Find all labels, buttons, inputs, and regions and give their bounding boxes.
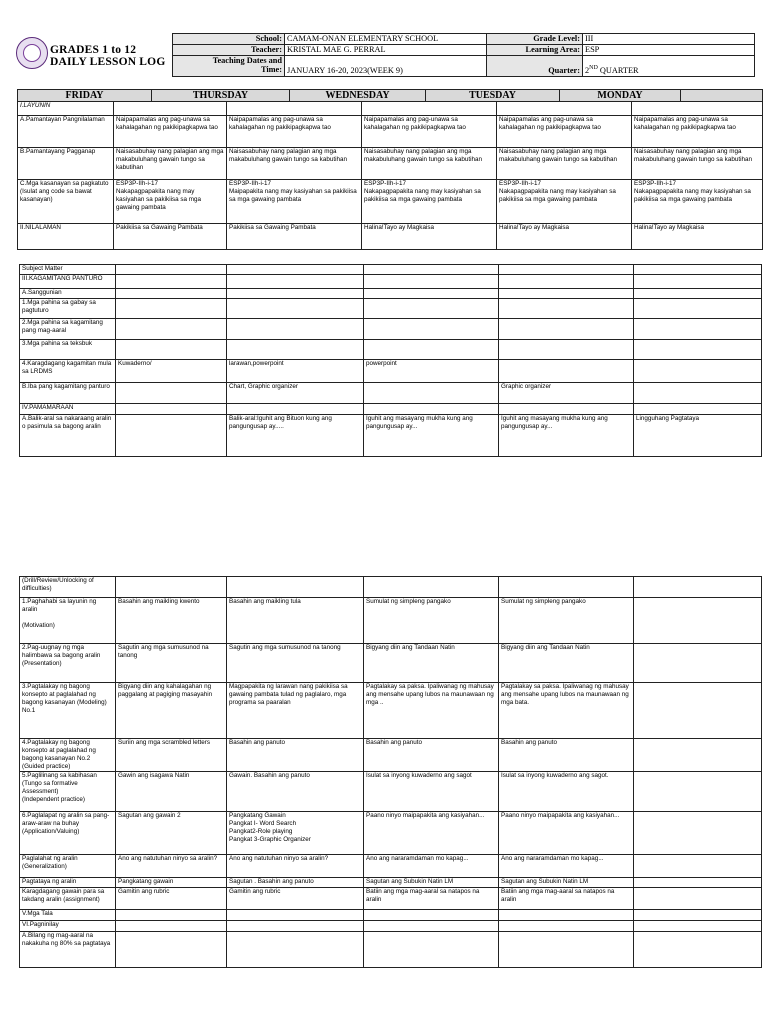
table-cell: [499, 299, 634, 319]
table-row: [20, 772, 762, 812]
table-cell: [116, 319, 227, 340]
table-cell: [634, 855, 762, 878]
table-cell: Halina!Tayo ay Magkaisa: [362, 224, 497, 250]
table-row: [20, 340, 762, 360]
table-cell: Paano ninyo maipapakita ang kasiyahan...: [499, 812, 634, 855]
table-cell: [227, 932, 364, 968]
table-cell: Iguhit ang masayang mukha kung ang pangungusap ay...: [364, 415, 499, 457]
deped-seal-logo: [16, 37, 48, 69]
table-cell: Halina!Tayo ay Magkaisa: [497, 224, 632, 250]
table-cell: [364, 577, 499, 598]
table-cell: Gawin ang isagawa Natin: [116, 772, 227, 812]
table-row: [20, 683, 762, 739]
table-cell: Sumulat ng simpleng pangako: [364, 598, 499, 644]
table-cell: [364, 319, 499, 340]
table-cell: Sagutin ang mga sumusunod na tanong: [116, 644, 227, 683]
quarter-word: QUARTER: [597, 66, 639, 75]
table-cell: Lingguhang Pagtataya: [634, 415, 762, 457]
row-label: Karagdagang gawain para sa takdang aralin (assignment): [20, 888, 116, 910]
table-cell: [634, 404, 762, 415]
table-cell: Isulat sa inyong kuwaderno ang sagot: [364, 772, 499, 812]
table-cell: [499, 340, 634, 360]
learning-area-value: ESP: [583, 45, 755, 56]
table-cell: [227, 404, 364, 415]
table-cell: Pakikiisa sa Gawaing Pambata: [114, 224, 227, 250]
table-cell: Pakikiisa sa Gawaing Pambata: [227, 224, 362, 250]
table-cell: Balik-aral:Iguhit ang Bituon kung ang pangungusap ay.....: [227, 415, 364, 457]
table-cell: [116, 921, 227, 932]
table-cell: [364, 299, 499, 319]
table-cell: [499, 319, 634, 340]
table-cell: [634, 888, 762, 910]
row-label: Subject Matter: [20, 265, 116, 275]
grade-level-label: Grade Level:: [487, 34, 583, 45]
row-label: B.Pamantayang Pagganap: [18, 148, 114, 180]
table-cell: Naipapamalas ang pag-unawa sa kahalagahan ng pakikipagkapwa tao: [632, 116, 763, 148]
table-row: [20, 598, 762, 644]
table-cell: Bigyang diin ang Tandaan Natin: [364, 644, 499, 683]
table-cell: [499, 577, 634, 598]
table-cell: ESP3P-IIh-i-17 Nakapagpapakita nang may kasiyahan sa pakikiisa sa mga gawaing pambata: [362, 180, 497, 224]
table-row: [20, 404, 762, 415]
day-header-wednesday: WEDNESDAY: [290, 90, 426, 102]
table-cell: [634, 383, 762, 404]
table-cell: [634, 289, 762, 299]
row-label: I.LAYUNIN: [18, 102, 114, 116]
row-label: 1.Mga pahina sa gabay sa pagtuturo: [20, 299, 116, 319]
table-cell: [116, 577, 227, 598]
table-row: [18, 148, 763, 180]
table-cell: [634, 340, 762, 360]
table-cell: [634, 360, 762, 383]
table-cell: [634, 644, 762, 683]
table-cell: [116, 289, 227, 299]
table-row: [18, 224, 763, 250]
row-label: 1.Paghahabi sa layunin ng aralin (Motivation): [20, 598, 116, 644]
table-row: [20, 289, 762, 299]
table-cell: [364, 404, 499, 415]
table-cell: Iguhit ang masayang mukha kung ang pangungusap ay...: [499, 415, 634, 457]
table-cell: Basahin ang maikling kwento: [116, 598, 227, 644]
table-cell: Ano ang natutuhan ninyo sa aralin?: [227, 855, 364, 878]
table-cell: [634, 812, 762, 855]
table-cell: Naisasabuhay nang palagian ang mga makabuluhang gawain tungo sa kabutihan: [632, 148, 763, 180]
quarter-label: Quarter:: [487, 56, 583, 77]
table-cell: [634, 319, 762, 340]
table-cell: [364, 275, 499, 289]
table-cell: Ano ang nararamdaman mo kapag...: [499, 855, 634, 878]
table-cell: Naipapamalas ang pag-unawa sa kahalagahan ng pakikipagkapwa tao: [227, 116, 362, 148]
table-cell: Sagutan ang Subukin Natin LM: [364, 878, 499, 888]
table-row: [18, 116, 763, 148]
table-cell: Naipapamalas ang pag-unawa sa kahalagahan ng pakikipagkapwa tao: [497, 116, 632, 148]
table-row: [20, 878, 762, 888]
table-cell: [227, 102, 362, 116]
quarter-number: 2: [585, 66, 590, 75]
table-cell: Graphic organizer: [499, 383, 634, 404]
table-cell: Isulat sa inyong kuwaderno ang sagot.: [499, 772, 634, 812]
row-label: 6.Paglalapat ng aralin sa pang-araw-araw na buhay (Application/Valuing): [20, 812, 116, 855]
table-cell: Pagtalakay sa paksa. Ipaliwanag ng mahusay ang mensahe upang lubos na maunawaan ng mga bata.: [499, 683, 634, 739]
table-cell: ESP3P-IIh-i-17 Nakapagpapakita nang may kasiyahan sa pakikiisa sa mga gawaing pambata: [497, 180, 632, 224]
table-row: [18, 180, 763, 224]
table-cell: Basahin ang panuto: [227, 739, 364, 772]
table-cell: Gawain. Basahin ang panuto: [227, 772, 364, 812]
table-cell: [116, 265, 227, 275]
teaching-dates-label-line2: Time:: [260, 65, 282, 74]
day-header-thursday: THURSDAY: [152, 90, 290, 102]
table-cell: [634, 932, 762, 968]
table-cell: Ano ang nararamdaman mo kapag...: [364, 855, 499, 878]
table-cell: [364, 340, 499, 360]
table-cell: [227, 921, 364, 932]
learning-area-label: Learning Area:: [487, 45, 583, 56]
teaching-dates-value: JANUARY 16-20, 2023(WEEK 9): [285, 56, 487, 77]
table-cell: [364, 383, 499, 404]
row-label: Paglalahat ng aralin (Generalization): [20, 855, 116, 878]
grade-level-value: III: [583, 34, 755, 45]
table-cell: Magpapakita ng larawan nang pakikiisa sa gawaing pambata tulad ng paglalaro, mga programa sa paaralan: [227, 683, 364, 739]
table-cell: [227, 340, 364, 360]
table-cell: [634, 772, 762, 812]
table-cell: [116, 404, 227, 415]
row-label: II.NILALAMAN: [18, 224, 114, 250]
table-cell: Pangkatang Gawain Pangkat I- Word Search Pangkat2-Role playing Pangkat 3-Graphic Organizer: [227, 812, 364, 855]
table-cell: Naisasabuhay nang palagian ang mga makabuluhang gawain tungo sa kabutihan: [227, 148, 362, 180]
table-cell: Suriin ang mga scrambled letters: [116, 739, 227, 772]
table-cell: powerpoint: [364, 360, 499, 383]
table-cell: Sumulat ng simpleng pangako: [499, 598, 634, 644]
row-label: IV.PAMAMARAAN: [20, 404, 116, 415]
row-label: 3.Pagtalakay ng bagong konsepto at paglalahad ng bagong kasanayan (Modeling) No.1: [20, 683, 116, 739]
table-cell: Sagutan ang Subukin Natin LM: [499, 878, 634, 888]
table-cell: [499, 404, 634, 415]
table-cell: [116, 275, 227, 289]
table-cell: ESP3P-IIh-i-17 Maipapakita nang may kasiyahan sa pakikiisa sa mga gawaing pambata: [227, 180, 362, 224]
table-cell: Bigyang diin ang Tandaan Natin: [499, 644, 634, 683]
table-cell: Sagutan ang gawain 2: [116, 812, 227, 855]
table-cell: [499, 910, 634, 921]
table-cell: Basahin ang panuto: [499, 739, 634, 772]
table-cell: [114, 102, 227, 116]
table-cell: Paano ninyo maipapakita ang kasiyahan...: [364, 812, 499, 855]
teacher-label: Teacher:: [173, 45, 285, 56]
table-cell: [499, 921, 634, 932]
logo-title-line1: GRADES 1 to 12: [50, 44, 137, 56]
table-row: [20, 644, 762, 683]
table-cell: [364, 910, 499, 921]
table-row: [20, 910, 762, 921]
table-row: [20, 360, 762, 383]
table-cell: [227, 319, 364, 340]
table-row: [20, 383, 762, 404]
table-cell: ESP3P-IIh-i-17 Nakapagpapakita nang may kasiyahan sa pakikiisa sa mga gawaing pambata: [632, 180, 763, 224]
materials-table: [19, 264, 762, 457]
table-cell: [499, 265, 634, 275]
row-label: B.Iba pang kagamitang panturo: [20, 383, 116, 404]
objectives-table: [17, 101, 763, 250]
table-cell: [497, 102, 632, 116]
table-cell: [634, 910, 762, 921]
table-cell: Basahin ang maikling tula: [227, 598, 364, 644]
table-cell: Sagutin ang mga sumusunod na tanong: [227, 644, 364, 683]
table-cell: Gamitin ang rubric: [116, 888, 227, 910]
row-label: 4.Karagdagang kagamitan mula sa LRDMS: [20, 360, 116, 383]
table-cell: [499, 289, 634, 299]
table-cell: [634, 739, 762, 772]
table-cell: Halina!Tayo ay Magkaisa: [632, 224, 763, 250]
table-cell: Pangkatang gawain: [116, 878, 227, 888]
table-row: [20, 275, 762, 289]
row-label: 2.Mga pahina sa kagamitang pang mag-aaral: [20, 319, 116, 340]
table-row: [18, 102, 763, 116]
table-row: [20, 932, 762, 968]
header-info-table: [172, 33, 755, 77]
logo-title-line2: DAILY LESSON LOG: [50, 56, 166, 68]
school-value: CAMAM-ONAN ELEMENTARY SCHOOL: [285, 34, 487, 45]
day-header-friday: FRIDAY: [18, 90, 152, 102]
table-cell: [634, 878, 762, 888]
quarter-value: [583, 56, 755, 77]
table-cell: Chart, Graphic organizer: [227, 383, 364, 404]
table-cell: [116, 299, 227, 319]
row-label: III.KAGAMITANG PANTURO: [20, 275, 116, 289]
table-cell: Bigyang diin ang kahalagahan ng paggalang at pagiging masayahin: [116, 683, 227, 739]
row-label: V.Mga Tala: [20, 910, 116, 921]
table-row: [20, 415, 762, 457]
table-cell: [634, 275, 762, 289]
table-cell: [227, 577, 364, 598]
row-label: 5.Paglilinang sa kabihasan (Tungo sa formative Assessment) (Independent practice): [20, 772, 116, 812]
table-cell: [362, 102, 497, 116]
table-cell: [634, 265, 762, 275]
table-row: [20, 888, 762, 910]
table-cell: Sagutan . Basahin ang panuto: [227, 878, 364, 888]
row-label: C.Mga kasanayan sa pagkatuto (Isulat ang code sa bawat kasanayan): [18, 180, 114, 224]
table-cell: Ano ang natutuhan ninyo sa aralin?: [116, 855, 227, 878]
table-cell: Kuwaderno/: [116, 360, 227, 383]
table-cell: [227, 265, 364, 275]
row-label: A.Bilang ng mag-aaral na nakakuha ng 80% sa pagtataya: [20, 932, 116, 968]
table-row: [20, 265, 762, 275]
row-label: VI.Pagninilay: [20, 921, 116, 932]
table-cell: [634, 921, 762, 932]
table-cell: Pagtalakay sa paksa. Ipaliwanag ng mahusay ang mensahe upang lubos na maunawaan ng mga ..: [364, 683, 499, 739]
table-cell: [227, 289, 364, 299]
day-header-blank: [681, 90, 763, 102]
table-cell: [634, 577, 762, 598]
row-label: 3.Mga pahina sa teksbuk: [20, 340, 116, 360]
table-cell: [116, 383, 227, 404]
row-label: 2.Pag-uugnay ng mga halimbawa sa bagong aralin (Presentation): [20, 644, 116, 683]
table-cell: Naipapamalas ang pag-unawa sa kahalagahan ng pakikipagkapwa tao: [362, 116, 497, 148]
row-label: 4.Pagtalakay ng bagong konsepto at paglalahad ng bagong kasanayan No.2 (Guided practice): [20, 739, 116, 772]
teacher-value: KRISTAL MAE G. PERRAL: [285, 45, 487, 56]
table-cell: [227, 910, 364, 921]
table-cell: [364, 932, 499, 968]
table-row: [20, 577, 762, 598]
table-cell: [116, 910, 227, 921]
table-row: [20, 921, 762, 932]
table-cell: Basahin ang panuto: [364, 739, 499, 772]
table-cell: Naipapamalas ang pag-unawa sa kahalagahan ng pakikipagkapwa tao: [114, 116, 227, 148]
table-cell: [116, 932, 227, 968]
table-cell: Gamitin ang rubric: [227, 888, 364, 910]
row-label: A.Balik-aral sa nakaraang aralin o pasimula sa bagong aralin: [20, 415, 116, 457]
teaching-dates-label: [173, 56, 285, 77]
table-cell: [227, 275, 364, 289]
table-row: [20, 739, 762, 772]
table-cell: [499, 932, 634, 968]
table-cell: [632, 102, 763, 116]
table-cell: [227, 299, 364, 319]
table-cell: Batiin ang mga mag-aaral sa natapos na aralin: [499, 888, 634, 910]
table-cell: [634, 598, 762, 644]
school-label: School:: [173, 34, 285, 45]
table-row: [20, 319, 762, 340]
table-cell: larawan,powerpoint: [227, 360, 364, 383]
table-cell: [634, 299, 762, 319]
table-cell: [499, 360, 634, 383]
row-label: A.Sanggunian: [20, 289, 116, 299]
table-cell: [499, 275, 634, 289]
table-cell: [116, 340, 227, 360]
day-header-monday: MONDAY: [560, 90, 681, 102]
table-cell: Naisasabuhay nang palagian ang mga makabuluhang gawain tungo sa kabutihan: [362, 148, 497, 180]
table-cell: [634, 683, 762, 739]
table-row: [20, 855, 762, 878]
teaching-dates-label-line1: Teaching Dates and: [212, 56, 282, 65]
table-cell: Naisasabuhay nang palagian ang mga makabuluhang gawain tungo sa kabutihan: [114, 148, 227, 180]
table-cell: [116, 415, 227, 457]
quarter-suffix: ND: [589, 65, 598, 72]
table-cell: [364, 265, 499, 275]
table-row: [20, 812, 762, 855]
row-label: Pagtataya ng aralin: [20, 878, 116, 888]
table-cell: Naisasabuhay nang palagian ang mga makabuluhang gawain tungo sa kabutihan: [497, 148, 632, 180]
table-cell: Batiin ang mga mag-aaral sa natapos na aralin: [364, 888, 499, 910]
procedure-table: [19, 576, 762, 968]
table-cell: [364, 289, 499, 299]
row-label: (Drill/Review/Unlocking of difficulties): [20, 577, 116, 598]
table-cell: ESP3P-IIh-i-17 Nakapagpapakita nang may kasiyahan sa pakikiisa sa mga gawaing pambata: [114, 180, 227, 224]
row-label: A.Pamantayan Pangnilalaman: [18, 116, 114, 148]
day-header-tuesday: TUESDAY: [426, 90, 560, 102]
table-row: [20, 299, 762, 319]
table-cell: [364, 921, 499, 932]
